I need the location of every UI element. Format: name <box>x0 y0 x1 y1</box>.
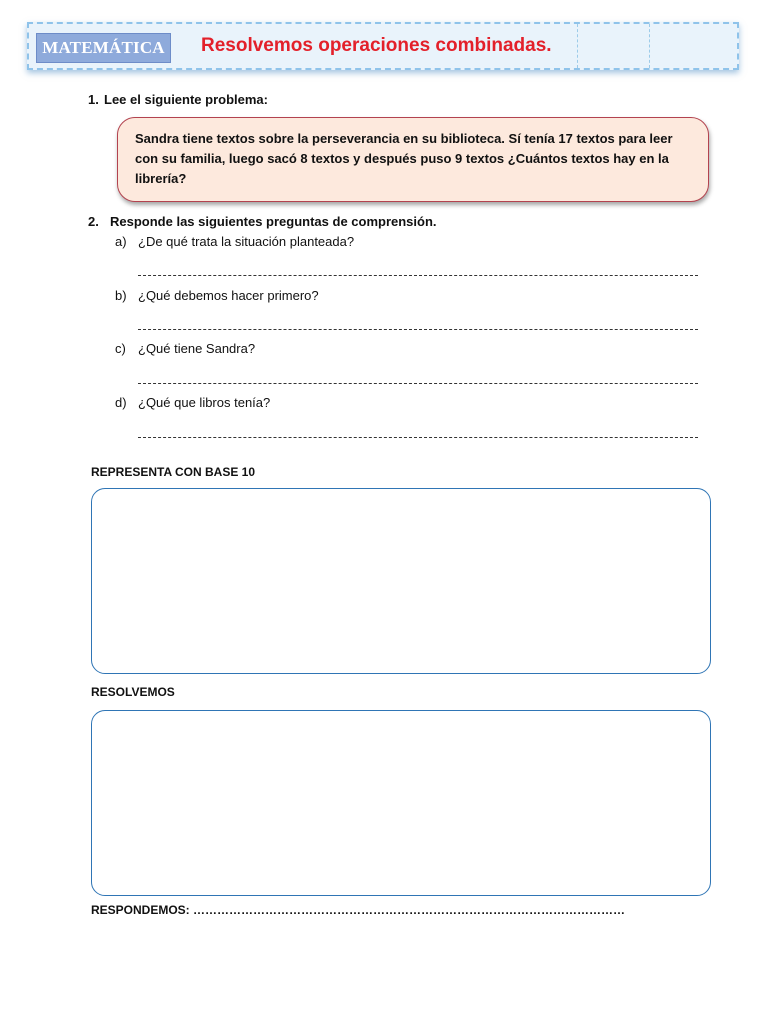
item-c-letter: c) <box>115 341 126 356</box>
header-banner <box>27 22 739 70</box>
question-2-number: 2. <box>88 214 99 229</box>
subject-label: MATEMÁTICA <box>36 33 171 63</box>
problem-text: Sandra tiene textos sobre la perseverancia en su biblioteca. Sí tenía 17 textos para leer con su familia, luego sacó 8 textos y después puso 9 textos ¿Cuántos textos hay en la librería? <box>135 131 673 186</box>
item-b-letter: b) <box>115 288 127 303</box>
item-d-answer-line[interactable] <box>138 437 698 438</box>
item-b-answer-line[interactable] <box>138 329 698 330</box>
item-d-question: ¿Qué que libros tenía? <box>138 395 271 410</box>
problem-box <box>117 117 709 202</box>
header-divider <box>649 24 650 68</box>
item-c-question: ¿Qué tiene Sandra? <box>138 341 256 356</box>
represent-answer-box[interactable] <box>91 488 711 674</box>
item-a-letter: a) <box>115 234 127 249</box>
question-2-prompt: Responde las siguientes preguntas de comprensión. <box>110 214 437 229</box>
header-divider <box>577 24 578 68</box>
item-a-question: ¿De qué trata la situación planteada? <box>138 234 355 249</box>
item-a-answer-line[interactable] <box>138 275 698 276</box>
answer-line-label[interactable]: RESPONDEMOS: ……………………………………………………………………………………………… <box>91 903 626 917</box>
page-title: Resolvemos operaciones combinadas. <box>201 35 552 56</box>
question-1-prompt: Lee el siguiente problema: <box>104 92 268 107</box>
solve-answer-box[interactable] <box>91 710 711 896</box>
item-b-question: ¿Qué debemos hacer primero? <box>138 288 319 303</box>
question-1-number: 1. <box>88 92 99 107</box>
item-d-letter: d) <box>115 395 127 410</box>
item-c-answer-line[interactable] <box>138 383 698 384</box>
represent-label: REPRESENTA CON BASE 10 <box>91 465 256 479</box>
solve-label: RESOLVEMOS <box>91 685 175 699</box>
